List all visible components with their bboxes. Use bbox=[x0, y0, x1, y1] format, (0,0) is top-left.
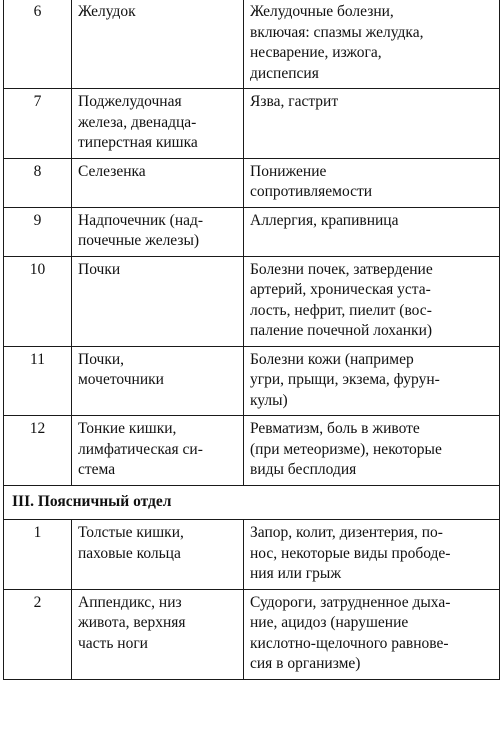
section-title: III. Поясничный отдел bbox=[4, 485, 500, 520]
table-row bbox=[4, 158, 500, 207]
vertebra-number: 12 bbox=[4, 416, 72, 486]
disease-cell: Болезни почек, затвердение артерий, хроническая уста- лость, нефрит, пиелит (вос- паление почечной лоханки) bbox=[244, 256, 500, 346]
table-row bbox=[4, 89, 500, 159]
disease-cell: Судороги, затрудненное дыха- ние, ацидоз (нарушение кислотно-щелочного равнове- сия в организме) bbox=[244, 589, 500, 679]
organ-cell: Желудок bbox=[72, 0, 244, 89]
organ-cell: Надпочечник (над- почечные железы) bbox=[72, 207, 244, 256]
spine-organs-table bbox=[3, 0, 500, 680]
table-row bbox=[4, 520, 500, 590]
table-row bbox=[4, 346, 500, 416]
vertebra-number: 7 bbox=[4, 89, 72, 159]
organ-cell: Аппендикс, низ живота, верхняя часть ноги bbox=[72, 589, 244, 679]
organ-cell: Толстые кишки, паховые кольца bbox=[72, 520, 244, 590]
disease-cell: Аллергия, крапивница bbox=[244, 207, 500, 256]
vertebra-number: 10 bbox=[4, 256, 72, 346]
table-row bbox=[4, 256, 500, 346]
disease-cell: Ревматизм, боль в животе (при метеоризме), некоторые виды бесплодия bbox=[244, 416, 500, 486]
vertebra-number: 9 bbox=[4, 207, 72, 256]
vertebra-number: 8 bbox=[4, 158, 72, 207]
table-row bbox=[4, 589, 500, 679]
vertebra-number: 2 bbox=[4, 589, 72, 679]
vertebra-number: 6 bbox=[4, 0, 72, 89]
section-header-row bbox=[4, 485, 500, 520]
disease-cell: Понижение сопротивляемости bbox=[244, 158, 500, 207]
organ-cell: Селезенка bbox=[72, 158, 244, 207]
vertebra-number: 1 bbox=[4, 520, 72, 590]
table-row bbox=[4, 207, 500, 256]
disease-cell: Желудочные болезни, включая: спазмы желудка, несварение, изжога, диспепсия bbox=[244, 0, 500, 89]
vertebra-number: 11 bbox=[4, 346, 72, 416]
organ-cell: Тонкие кишки, лимфатическая си- стема bbox=[72, 416, 244, 486]
organ-cell: Поджелудочная железа, двенадца- типерстная кишка bbox=[72, 89, 244, 159]
table-row bbox=[4, 0, 500, 89]
organ-cell: Почки bbox=[72, 256, 244, 346]
table-row bbox=[4, 416, 500, 486]
organ-cell: Почки, мочеточники bbox=[72, 346, 244, 416]
disease-cell: Болезни кожи (например угри, прыщи, экзема, фурун- кулы) bbox=[244, 346, 500, 416]
disease-cell: Язва, гастрит bbox=[244, 89, 500, 159]
disease-cell: Запор, колит, дизентерия, по- нос, некоторые виды прободе- ния или грыж bbox=[244, 520, 500, 590]
